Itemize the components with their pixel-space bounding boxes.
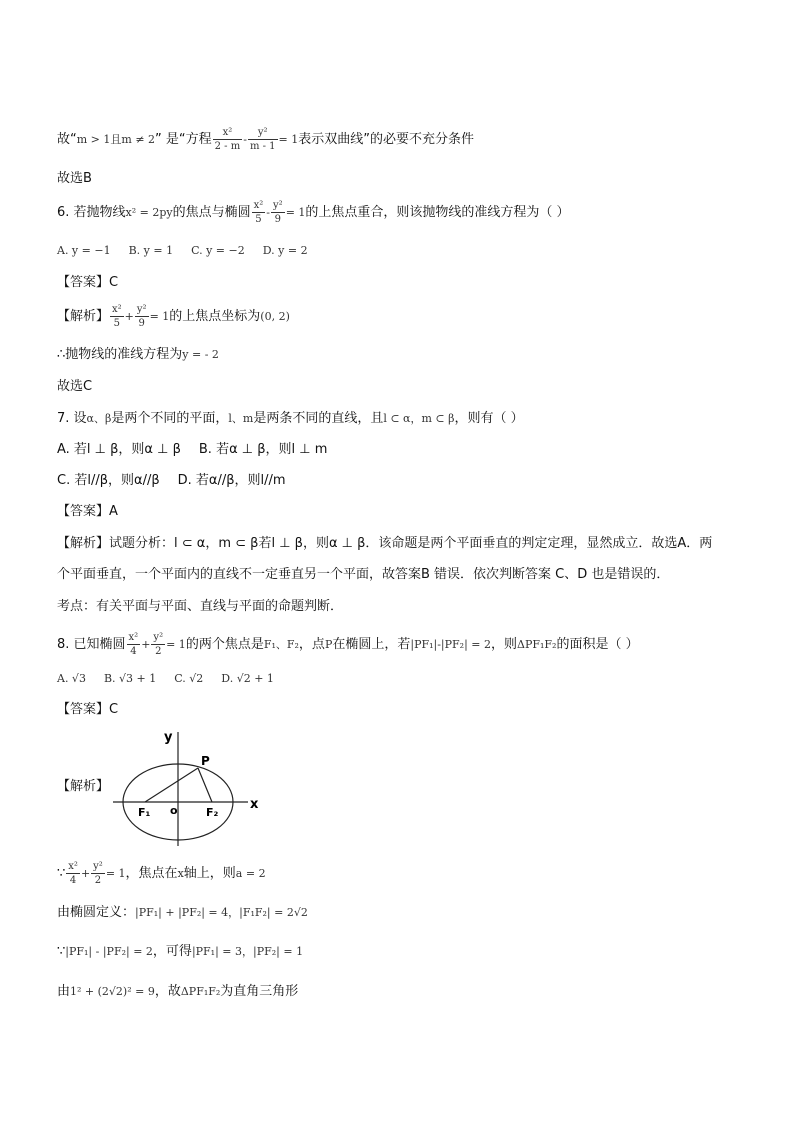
- text: 【解析】: [57, 779, 110, 794]
- denominator: m - 1: [249, 141, 276, 152]
- question-6: [57, 199, 570, 226]
- fraction: [213, 126, 243, 153]
- text: 表示双曲线”的必要不充分条件: [298, 132, 475, 147]
- math: |PF₁| + |PF₂| = 4，|F₁F₂| = 2√2: [135, 906, 308, 919]
- text: ，焦点在: [125, 866, 178, 881]
- text: ∵: [57, 866, 66, 881]
- question-7-options-cd: [57, 472, 304, 490]
- text: 故选C: [57, 379, 93, 394]
- math: l ⊂ α，m ⊂ β: [383, 412, 455, 425]
- text: 的面积是（ ）: [556, 637, 639, 652]
- numerator: x²: [213, 126, 243, 140]
- option-c: C. y = −2: [191, 244, 245, 257]
- solution-6-line-2: [57, 346, 219, 364]
- fraction: [151, 631, 165, 658]
- question-7: [57, 410, 524, 428]
- numerator: x²: [68, 861, 78, 872]
- math: F₁、F₂: [263, 638, 299, 651]
- equals: = 1: [166, 638, 186, 651]
- solution-8-step-3: [57, 943, 303, 961]
- point-p-label: P: [201, 754, 210, 768]
- option-d: D. 若α//β，则l//m: [177, 473, 286, 488]
- text: 7. 设: [57, 411, 87, 426]
- text: 的焦点与椭圆: [172, 205, 251, 220]
- y-label: y: [164, 730, 173, 745]
- denominator: 9: [274, 214, 282, 225]
- denominator: 2: [155, 646, 162, 657]
- choice-6: [57, 378, 92, 396]
- denominator: 2 - m: [214, 141, 241, 152]
- question-7-options-ab: [57, 441, 345, 459]
- text: 由椭圆定义：: [57, 905, 136, 920]
- denominator: 4: [69, 875, 77, 886]
- option-a: A. √3: [57, 672, 86, 685]
- conclusion-line: [57, 126, 474, 153]
- numerator: y²: [273, 200, 283, 211]
- option-d: D. y = 2: [262, 244, 308, 257]
- equals: = 1: [105, 867, 126, 880]
- question-8-options: [57, 670, 292, 688]
- solution-8-step-4: [57, 983, 298, 1001]
- ellipse-diagram: [108, 728, 268, 848]
- text: ，可得: [152, 944, 192, 959]
- text: 轴上，则: [183, 866, 236, 881]
- ellipse-figure: [108, 728, 268, 852]
- equals: = 1: [278, 133, 299, 146]
- math: |PF₁| - |PF₂| = 2: [65, 945, 153, 958]
- text: 为直角三角形: [220, 984, 299, 999]
- operator: +: [124, 310, 134, 323]
- denominator: 9: [138, 318, 145, 329]
- focus-f1-label: F₁: [138, 806, 151, 819]
- operator: +: [141, 638, 151, 651]
- focus-point: (0, 2): [260, 310, 290, 323]
- math: l、m: [228, 412, 254, 425]
- question-6-options: [57, 242, 326, 260]
- fraction: [135, 303, 149, 330]
- text: 【答案】C: [57, 275, 119, 290]
- text: 故“: [57, 132, 77, 147]
- numerator: y²: [153, 632, 164, 643]
- option-c: C. 若l//β，则α//β: [57, 473, 160, 488]
- equals: = 1: [285, 206, 306, 219]
- option-b: B. √3 + 1: [103, 672, 157, 685]
- text: 【答案】C: [57, 702, 119, 717]
- condition-math: m > 1且m ≠ 2: [76, 133, 156, 146]
- text: ，点: [298, 637, 325, 652]
- denominator: 5: [255, 214, 262, 225]
- equals: = 1: [149, 310, 170, 323]
- text: 的上焦点重合，则该抛物线的准线方程为（ ）: [305, 205, 570, 220]
- math: |PF₁| = 3，|PF₂| = 1: [191, 945, 304, 958]
- segment-pf1: [145, 768, 198, 802]
- numerator: y²: [93, 861, 103, 872]
- solution-7-line-1: [57, 535, 712, 553]
- option-c: C. √2: [174, 672, 204, 685]
- denominator: 5: [113, 318, 121, 329]
- answer-7: [57, 503, 118, 521]
- fraction: [91, 860, 105, 887]
- text: ∴抛物线的准线方程为: [57, 347, 183, 362]
- text: 的上焦点坐标为: [169, 309, 261, 324]
- knowledge-point-7: [57, 598, 343, 616]
- numerator: y²: [248, 126, 278, 140]
- text: 【解析】试题分析：l ⊂ α，m ⊂ β若l ⊥ β，则α ⊥ β．该命题是两个平面垂直的判定定理，显然成立．故选A．两: [57, 536, 713, 551]
- text: ，故: [154, 984, 181, 999]
- math: ΔPF₁F₂: [180, 985, 221, 998]
- text: 8. 已知椭圆: [57, 637, 126, 652]
- text: 【答案】A: [57, 504, 118, 519]
- text: 的两个焦点是: [185, 637, 264, 652]
- fraction: [127, 631, 141, 658]
- text: 个平面垂直，一个平面内的直线不一定垂直另一个平面，故答案B 错误．依次判断答案 C、D 也是错误的．: [57, 567, 670, 582]
- denominator: 2: [94, 875, 102, 886]
- text: 6. 若抛物线: [57, 205, 126, 220]
- solution-8-step-2: [57, 904, 308, 922]
- numerator: x²: [253, 200, 264, 211]
- text: ，则: [491, 637, 518, 652]
- segment-pf2: [198, 768, 212, 802]
- option-b: B. y = 1: [128, 244, 174, 257]
- math: P: [324, 638, 333, 651]
- text: 【解析】: [57, 309, 110, 324]
- fraction: [248, 126, 278, 153]
- solution-8-label: [57, 778, 109, 796]
- x-label: x: [250, 797, 259, 812]
- solution-6: [57, 303, 290, 330]
- option-b: B. 若α ⊥ β，则l ⊥ m: [198, 442, 328, 457]
- fraction: [66, 860, 80, 887]
- math: a = 2: [235, 867, 266, 880]
- directrix-equation: y = - 2: [182, 348, 219, 361]
- solution-8-step-1: [57, 860, 266, 887]
- numerator: x²: [112, 304, 122, 315]
- solution-7-line-2: [57, 566, 669, 584]
- numerator: x²: [128, 632, 139, 643]
- numerator: y²: [136, 304, 147, 315]
- denominator: 4: [130, 646, 137, 657]
- question-8: [57, 631, 639, 658]
- fraction: [110, 303, 124, 330]
- operator: -: [243, 133, 247, 146]
- math: α、β: [86, 412, 112, 425]
- operator: +: [80, 867, 91, 880]
- text: 考点：有关平面与平面、直线与平面的命题判断．: [57, 599, 344, 614]
- answer-6: [57, 274, 118, 292]
- option-a: A. y = −1: [57, 244, 111, 257]
- fraction: [271, 199, 285, 226]
- origin-label: o: [170, 804, 178, 817]
- math: |PF₁|-|PF₂| = 2: [410, 638, 491, 651]
- option-d: D. √2 + 1: [221, 672, 274, 685]
- text: 由: [57, 984, 71, 999]
- text: 故选B: [57, 171, 92, 186]
- focus-f2-label: F₂: [206, 806, 219, 819]
- math: x: [177, 867, 184, 880]
- math: 1² + (2√2)² = 9: [70, 985, 155, 998]
- parabola-equation: x² = 2py: [125, 206, 173, 219]
- text: 是两个不同的平面，: [111, 411, 229, 426]
- text: 是两条不同的直线，且: [253, 411, 384, 426]
- text: ，则有（ ）: [454, 411, 524, 426]
- option-a: A. 若l ⊥ β，则α ⊥ β: [57, 442, 181, 457]
- math: ΔPF₁F₂: [517, 638, 557, 651]
- operator: -: [266, 206, 271, 219]
- text: 在椭圆上，若: [332, 637, 411, 652]
- answer-8: [57, 701, 118, 719]
- choice-line: [57, 170, 92, 188]
- text: ” 是“方程: [155, 132, 212, 147]
- fraction: [252, 199, 266, 226]
- text: ∵: [57, 944, 66, 959]
